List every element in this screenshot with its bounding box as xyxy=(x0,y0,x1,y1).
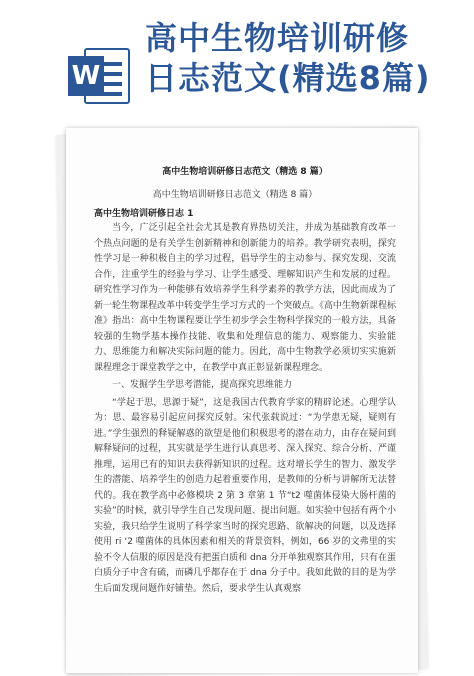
paragraph-intro: 当今，广泛引起全社会尤其是教育界热切关注，并成为基础教育改革一个热点问题的是有关学生创新精神和创新能力的培养。教学研究表明，探究性学习是一种积极自主的学习过程，倡导学生的主动参与、探究发现、交流合作，注重学生的经验与学习、让学生感受、理解知识产生和发展的过程。研究性学习作为一种能够有效培养学生科学素养的教学方法，因此而成为了新一轮生物课程改革中转变学生学习方式的一个突破点。《高中生物新课程标准》指出：高中生物课程要让学生初步学会生物科学探究的一般方法，具备较强的生物学基本操作技能、收集和处理信息的能力、观察能力、实验能力、思维能力和解决实际问题的能力。因此，高中生物教学必须切实实施新课程理念于课堂教学之中，在教学中真正彰显新课程理念。 xyxy=(94,223,396,373)
page-header xyxy=(0,0,474,120)
paragraph-subheading: 一、发掘学生学思考潜能，提高探究思维能力 xyxy=(112,380,293,390)
document-subtitle: 高中生物培训研修日志范文（精选 8 篇） xyxy=(152,190,318,200)
page-title xyxy=(145,18,465,98)
paragraph-body: “学起于思，思源于疑”，这是我国古代教育学家的精辟论述。心理学认为：思、最容易引起应问探究反射。宋代张载说过：“为学患无疑，疑则有进。”学生强烈的释疑解惑的欲望是他们积极思考的潜在动力，由存在疑问到解释疑问的过程，其实就是学生进行认真思考、深入探究、综合分析、严谨推理，运用已有的知识去获得新知识的过程。这对增长学生的智力、激发学生的潜能、培养学生的创造力起着重要作用，是教师的分析与讲解所无法替代的。我在教学高中必修模块 2 第 3 章第 1 节“t2 噬菌体侵染大肠杆菌的实验”的时候，就引导学生自己发现问题、提出问题。如实验中包括有两个小实验，我只给学生说明了科学家当时的探究思路、欲解决的问题，以及选择使用 ri ‘2 噬菌体的具体因素和相关的背景资料，例如，66 岁的文弗里的实验不令人信服的原因是没有把蛋白质和 dna 分开单独观察其作用，只有在蛋白质分子中含有硫，而磷几乎都存在于 dna 分子中。我如此做的目的是为学生后面发现问题作好铺垫。然后，要求学生认真观察 xyxy=(94,397,396,594)
document-preview xyxy=(66,128,418,673)
page-title-line2: 日志范文(精选8篇) xyxy=(145,59,431,97)
word-icon-letter: W xyxy=(68,56,104,96)
page-title-line1: 高中生物培训研修 xyxy=(145,19,410,57)
word-document-icon xyxy=(68,44,130,106)
section-heading: 高中生物培训研修日志 1 xyxy=(94,209,194,219)
document-title: 高中生物培训研修日志范文（精选 8 篇） xyxy=(162,167,328,177)
